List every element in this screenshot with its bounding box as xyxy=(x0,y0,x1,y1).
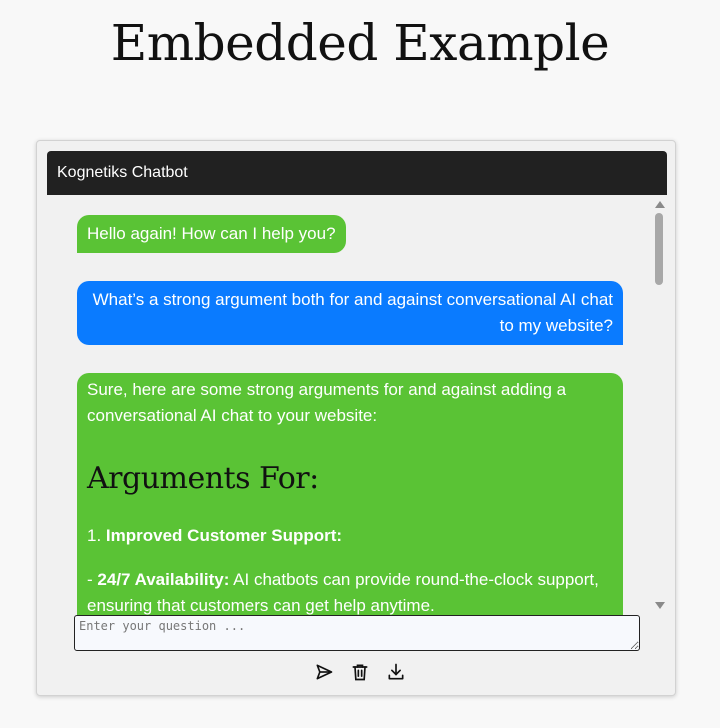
bullet-text: AI chatbots can provide round-the-clock support, ensuring that customers can get help anytime. xyxy=(87,570,599,615)
message-list xyxy=(47,195,667,615)
chatbot-widget xyxy=(36,140,676,696)
send-icon xyxy=(314,662,334,682)
download-icon xyxy=(386,662,406,682)
bot-message-list-item xyxy=(87,523,613,549)
clear-button[interactable] xyxy=(349,661,371,683)
chat-actions xyxy=(313,661,407,683)
scroll-up-arrow-icon[interactable] xyxy=(655,201,665,208)
bullet-title: 24/7 Availability: xyxy=(97,570,230,589)
trash-icon xyxy=(350,662,370,682)
bot-message-intro: Sure, here are some strong arguments for and against adding a conversational AI chat to your website: xyxy=(87,380,567,425)
question-input[interactable] xyxy=(74,615,640,651)
send-button[interactable] xyxy=(313,661,335,683)
bullet-prefix: - xyxy=(87,570,93,589)
bot-message-heading: Arguments For: xyxy=(87,461,319,496)
download-button[interactable] xyxy=(385,661,407,683)
user-message: What’s a strong argument both for and against conversational AI chat to my website? xyxy=(77,281,623,345)
scroll-thumb[interactable] xyxy=(655,213,663,285)
bot-message-bullet xyxy=(87,567,613,615)
scroll-down-arrow-icon[interactable] xyxy=(655,602,665,609)
list-item-number: 1. xyxy=(87,526,102,545)
page-title: Embedded Example xyxy=(110,14,610,72)
chat-header-title: Kognetiks Chatbot xyxy=(47,151,667,195)
message-scrollbar[interactable] xyxy=(651,195,667,615)
list-item-title: Improved Customer Support: xyxy=(105,526,343,545)
bot-message: Hello again! How can I help you? xyxy=(77,215,346,253)
bot-message xyxy=(77,373,623,615)
